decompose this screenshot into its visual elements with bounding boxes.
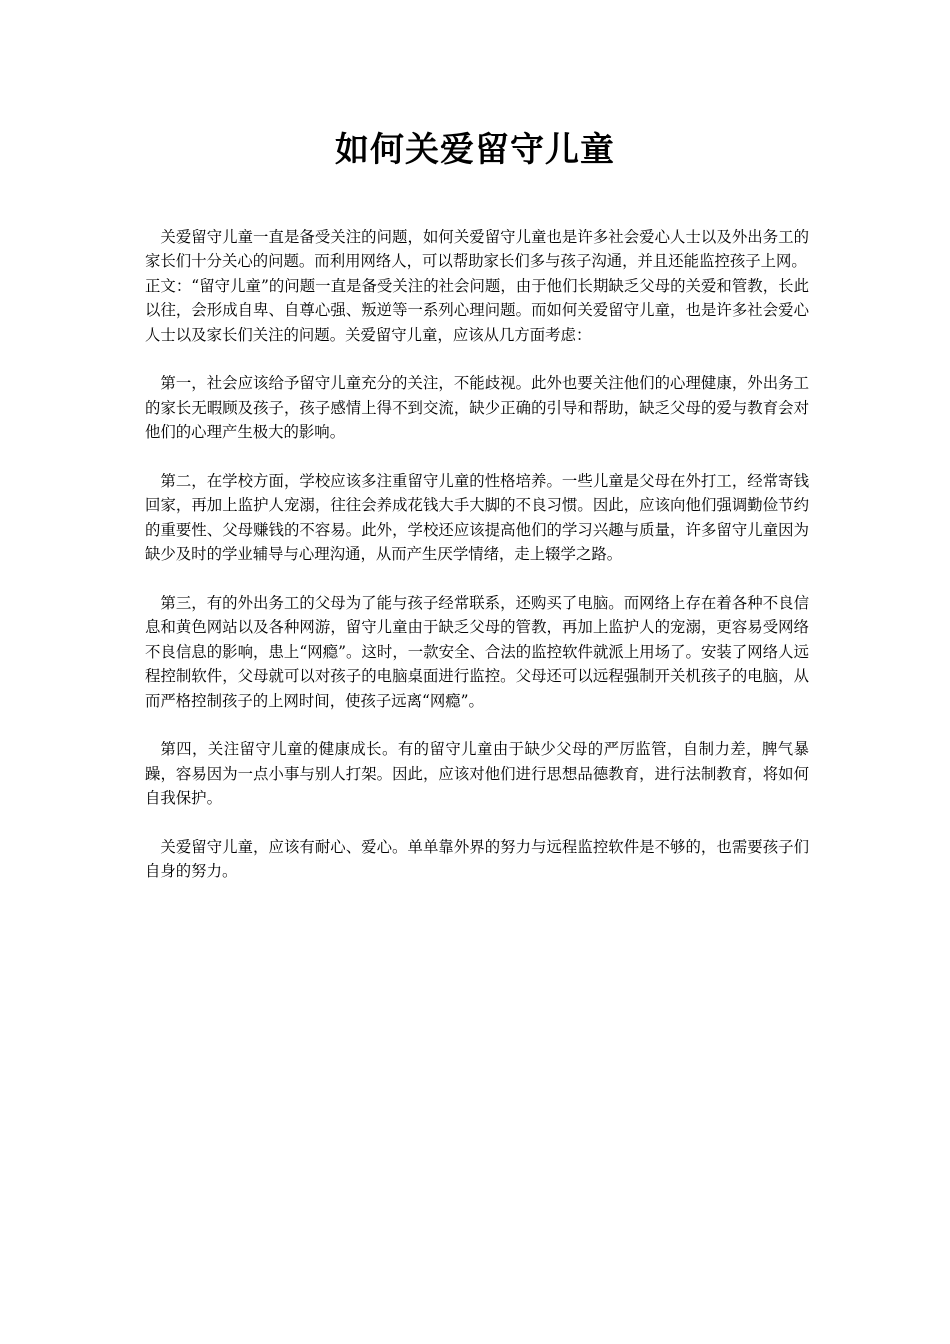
paragraph-point-2: 第二，在学校方面，学校应该多注重留守儿童的性格培养。一些儿童是父母在外打工，经常寄钱回家，再加上监护人宠溺，往往会养成花钱大手大脚的不良习惯。因此，应该向他们强调勤俭节约的重要性、父母赚钱的不容易。此外，学校还应该提高他们的学习兴趣与质量，许多留守儿童因为缺少及时的学业辅导与心理沟通，从而产生厌学情绪，走上辍学之路。 [145,472,809,564]
paragraph-point-4: 第四，关注留守儿童的健康成长。有的留守儿童由于缺少父母的严厉监管，自制力差，脾气暴躁，容易因为一点小事与别人打架。因此，应该对他们进行思想品德教育，进行法制教育，将如何自我保护。 [145,740,809,808]
paragraph-conclusion: 关爱留守儿童，应该有耐心、爱心。单单靠外界的努力与远程监控软件是不够的，也需要孩子们自身的努力。 [145,838,809,881]
paragraph-main-text: 正文：“留守儿童”的问题一直是备受关注的社会问题，由于他们长期缺乏父母的关爱和管教，长此以往，会形成自卑、自尊心强、叛逆等一系列心理问题。而如何关爱留守儿童，也是许多社会爱心人士以及家长们关注的问题。关爱留守儿童，应该从几方面考虑： [145,276,809,344]
paragraph-spacer [145,445,809,469]
paragraph-spacer [145,811,809,835]
paragraph-point-3: 第三，有的外出务工的父母为了能与孩子经常联系，还购买了电脑。而网络上存在着各种不良信息和黄色网站以及各种网游，留守儿童由于缺乏父母的管教，再加上监护人的宠溺，更容易受网络不良信息的影响，患上“网瘾”。这时，一款安全、合法的监控软件就派上用场了。安装了网络人远程控制软件，父母就可以对孩子的电脑桌面进行监控。父母还可以远程强制开关机孩子的电脑，从而严格控制孩子的上网时间，使孩子远离“网瘾”。 [145,594,809,710]
paragraph-spacer [145,347,809,371]
document-body [145,225,809,884]
paragraph-spacer [145,713,809,737]
page-title: 如何关爱留守儿童 [335,130,615,170]
paragraph-point-1: 第一，社会应该给予留守儿童充分的关注，不能歧视。此外也要关注他们的心理健康，外出务工的家长无暇顾及孩子，孩子感情上得不到交流，缺少正确的引导和帮助，缺乏父母的爱与教育会对他们的心理产生极大的影响。 [145,374,809,442]
paragraph-spacer [145,567,809,591]
paragraph-intro: 关爱留守儿童一直是备受关注的问题，如何关爱留守儿童也是许多社会爱心人士以及外出务工的家长们十分关心的问题。而利用网络人，可以帮助家长们多与孩子沟通，并且还能监控孩子上网。 [145,228,809,271]
